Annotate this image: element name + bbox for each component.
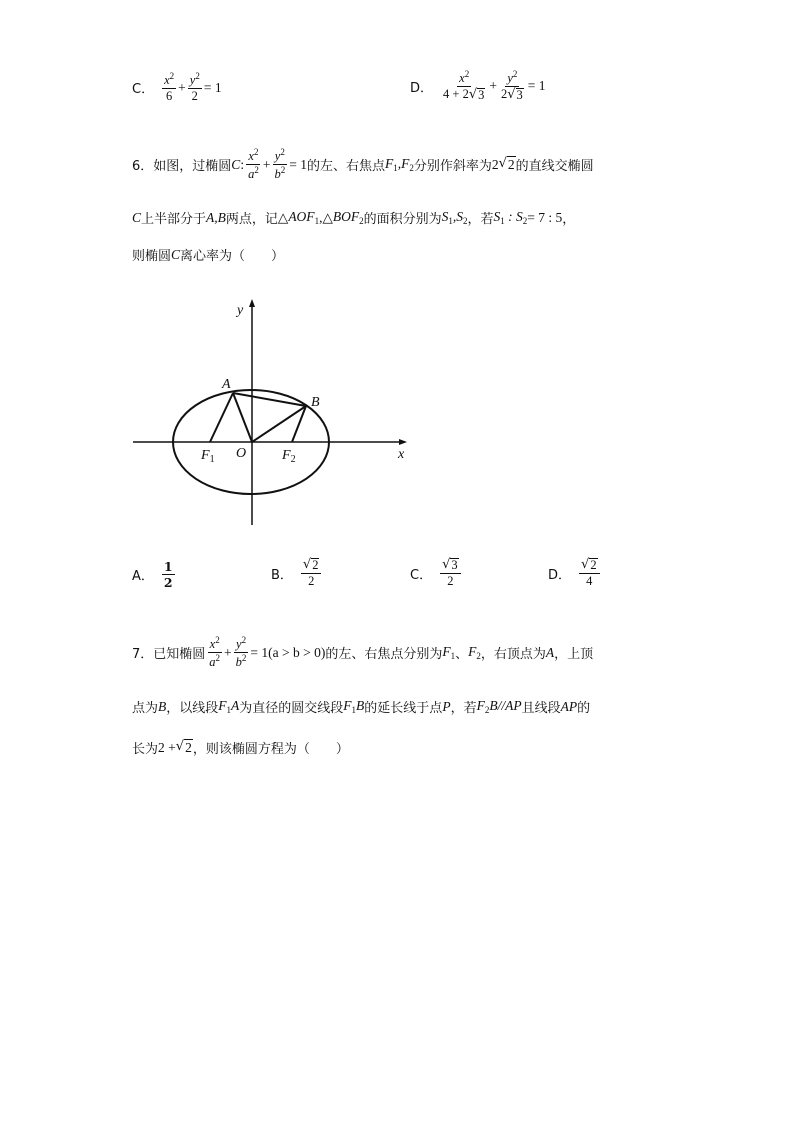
denominator-text: 4 + 2: [443, 87, 469, 102]
question-text: 上半部分于: [141, 212, 207, 227]
fraction: √ 3 2: [440, 558, 461, 588]
q6-line-3: 则椭圆 C 离心率为（ ）: [132, 246, 285, 264]
q7-line-2: 点为 B ，以线段 $F_1A$ 为直径的圆交线段 $F_1B$ 的延长线于点 P ，若 $F_2B//AP$ 且线段 AP 的: [132, 698, 591, 716]
question-number: 7．: [132, 647, 154, 663]
question-text: 两点，记: [225, 212, 278, 227]
label-f1: $F_1$: [201, 448, 215, 465]
label-f2: $F_2$: [282, 448, 296, 465]
option-label: C．: [410, 567, 433, 583]
q5-option-c[interactable]: C． $\frac{x^2}{6}$ + $\frac{y^2}{2}$ = 1: [132, 71, 222, 104]
question-number: 6．: [132, 159, 154, 175]
q6-option-d[interactable]: [548, 558, 602, 588]
q6-option-a[interactable]: [132, 560, 177, 589]
q6-line-2: C 上半部分于 A,B 两点，记 △ $AOF_1$ ,△ $BOF_2$ 的面积分别为 $S_1,S_2$ ，若 $S_1$ : $S_2$ = 7 : 5 ，: [132, 209, 576, 227]
question-text: ，则该椭圆方程为（ ）: [192, 742, 349, 757]
label-a: A: [222, 377, 231, 392]
question-text: ，右顶点为: [480, 647, 546, 663]
question-text: 已知椭圆: [153, 647, 206, 663]
question-text: 点为: [132, 701, 159, 716]
option-label: B．: [271, 567, 293, 583]
q7-line-3: 长为 2 + √ 2 ，则该椭圆方程为（ ）: [132, 739, 349, 757]
option-label: D．: [410, 80, 434, 96]
question-text: 的左、右焦点分别为: [325, 647, 443, 663]
q6-option-c[interactable]: [410, 558, 463, 588]
fraction: $\frac{y^2}{b^2}$: [274, 147, 286, 182]
question-text: 的: [577, 701, 591, 716]
question-text: 长为: [132, 742, 159, 757]
question-text: 为直径的圆交线段: [239, 701, 344, 716]
question-text: 则椭圆: [132, 249, 172, 264]
denominator-text: 2: [501, 87, 508, 102]
question-text: ，若: [467, 212, 494, 227]
segment-f1-a: [210, 393, 233, 442]
q7-line-1: 7． 已知椭圆 $\frac{x^2}{a^2}$ + $\frac{y^2}{b^2}$ = 1(a > b > 0) 的左、右焦点分别为 $F_1$ 、 $F_2$ ，右顶点为 A ，上顶: [132, 635, 594, 670]
q6-option-b[interactable]: [271, 558, 323, 588]
label-x: x: [398, 447, 405, 462]
fraction: $\frac{x^2}{a^2}$: [248, 147, 259, 182]
question-text: 的延长线于点: [364, 701, 443, 716]
label-b: B: [311, 395, 320, 410]
question-text: ，若: [450, 701, 477, 716]
question-text: 分别作斜率为: [413, 159, 492, 175]
question-text: 且线段: [521, 701, 561, 716]
option-label: A．: [132, 569, 154, 585]
segment-o-b: [252, 406, 306, 442]
fraction: $x^2$ 4 + 2 √ 3: [443, 69, 485, 103]
question-text: 的左、右焦点: [306, 159, 385, 175]
fraction: √ 2 4: [579, 558, 600, 588]
question-text: ，以线段: [166, 701, 219, 716]
fraction: $\frac{1}{2}$: [163, 559, 173, 591]
question-text: 如图，过椭圆: [153, 159, 232, 175]
question-text: 的直线交椭圆: [515, 159, 594, 175]
fraction: $\frac{x^2}{a^2}$: [209, 635, 221, 670]
fraction: $\frac{y^2}{b^2}$: [235, 635, 247, 670]
y-axis-arrow-icon: [249, 299, 255, 307]
question-text: 的面积分别为: [363, 212, 442, 227]
label-o: O: [236, 446, 247, 461]
question-text: ，上顶: [554, 647, 594, 663]
segment-a-o: [233, 393, 252, 442]
q5-option-d[interactable]: D． $x^2$ 4 + 2 √ 3 + $y^2$ 2 √ 3 = 1: [410, 69, 546, 103]
condition-text: = 1(a > b > 0): [250, 644, 326, 660]
q6-line-1: 6． 如图，过椭圆 C : $\frac{x^2}{a^2}$ + $\frac{y^2}{b^2}$ = 1 的左、右焦点 $F_1,F_2$ 分别作斜率为 2 √ 2 的直线交椭圆: [132, 147, 594, 182]
fraction: $\frac{x^2}{6}$: [164, 71, 175, 104]
fraction: $y^2$ 2 √ 3: [501, 69, 523, 103]
x-axis-arrow-icon: [399, 439, 407, 445]
fraction: $\frac{y^2}{2}$: [189, 71, 200, 104]
question-text: 离心率为（ ）: [180, 249, 285, 264]
option-label: C．: [132, 82, 155, 98]
option-label: D．: [548, 567, 572, 583]
ellipse-figure: [125, 290, 425, 535]
fraction: √ 2 2: [301, 558, 322, 588]
label-y: y: [237, 303, 244, 318]
ratio-text: = 7 : 5: [527, 209, 563, 225]
